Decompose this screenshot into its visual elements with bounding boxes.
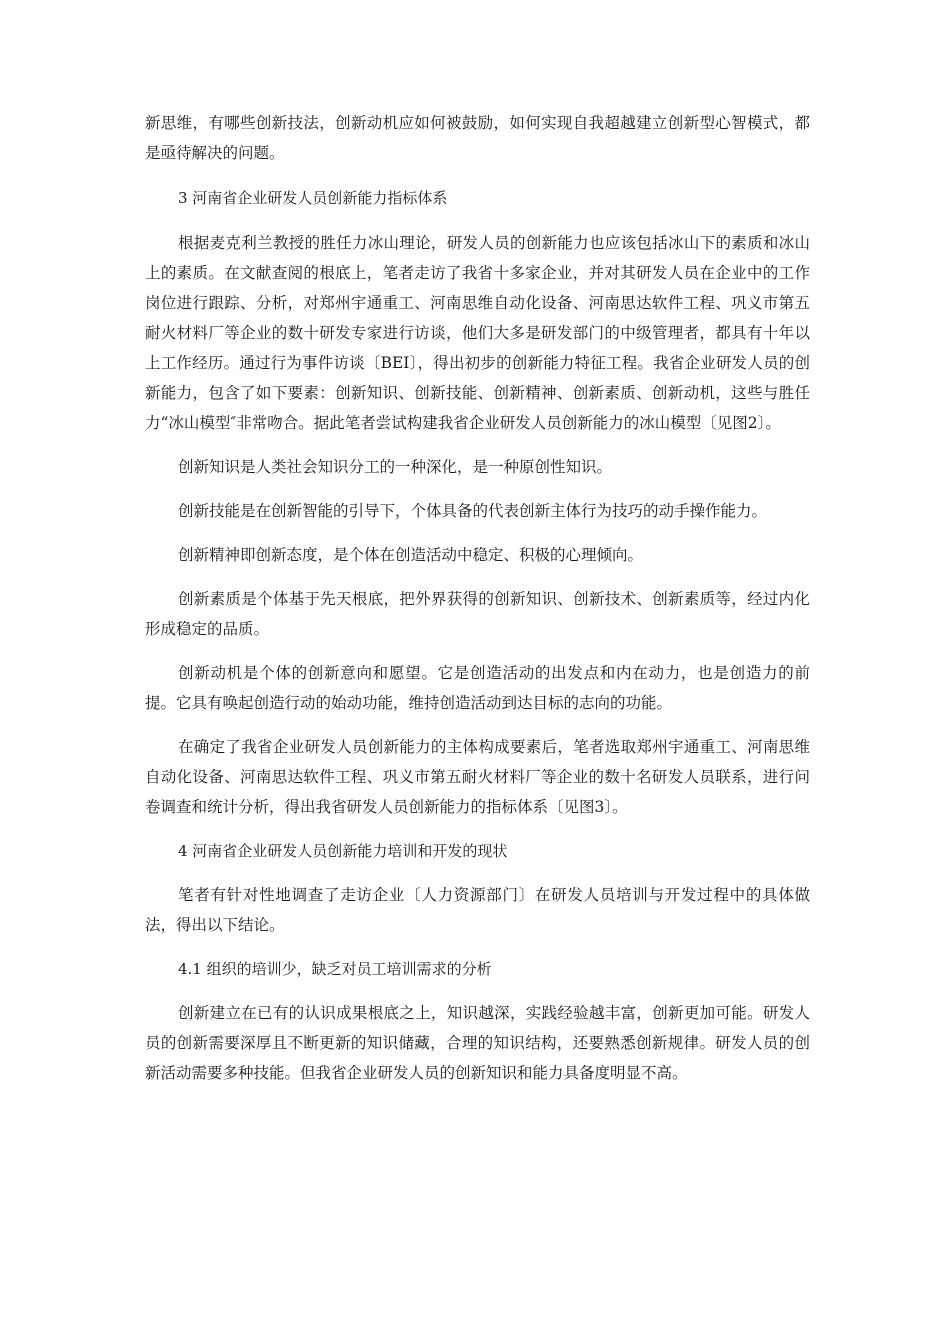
spacer bbox=[145, 984, 810, 998]
paragraph-iceberg-model: 根据麦克利兰教授的胜任力冰山理论，研发人员的创新能力也应该包括冰山下的素质和冰山上的素质。在文献查阅的根底上，笔者走访了我省十多家企业，并对其研发人员在企业中的工作岗位进行跟踪、分析，对郑州宇通重工、河南思维自动化设备、河南思达软件工程、巩义市第五耐火材料厂等企业的数十研发专家进行访谈，他们大多是研发部门的中级管理者，都具有十年以上工作经历。通过行为事件访谈〔BEI〕，得出初步的创新能力特征工程。我省企业研发人员的创新能力，包含了如下要素：创新知识、创新技能、创新精神、创新素质、创新动机，这些与胜任力“冰山模型″非常吻合。据此笔者尝试构建我省企业研发人员创新能力的冰山模型〔见图2〕。 bbox=[145, 234, 810, 432]
spacer bbox=[145, 482, 810, 496]
document-page bbox=[145, 108, 810, 1088]
paragraph-innovation-spirit: 创新精神即创新态度，是个体在创造活动中稳定、积极的心理倾向。 bbox=[178, 546, 644, 564]
paragraph-continued: 新思维，有哪些创新技法，创新动机应如何被鼓励，如何实现自我超越建立创新型心智模式，都是亟待解决的问题。 bbox=[145, 114, 810, 162]
spacer bbox=[145, 526, 810, 540]
section-heading-3: 3 河南省企业研发人员创新能力指标体系 bbox=[178, 189, 448, 207]
paragraph-survey: 笔者有针对性地调查了走访企业〔人力资源部门〕在研发人员培训与开发过程中的具体做法，得出以下结论。 bbox=[145, 886, 810, 934]
spacer bbox=[145, 718, 810, 732]
spacer bbox=[145, 438, 810, 452]
spacer bbox=[145, 168, 810, 183]
spacer bbox=[145, 570, 810, 584]
spacer bbox=[145, 644, 810, 658]
spacer bbox=[145, 940, 810, 954]
paragraph-innovation-motivation: 创新动机是个体的创新意向和愿望。它是创造活动的出发点和内在动力，也是创造力的前提。它具有唤起创造行动的始动功能，维持创造活动到达目标的志向的功能。 bbox=[145, 664, 810, 712]
paragraph-training-knowledge: 创新建立在已有的认识成果根底之上，知识越深，实践经验越丰富，创新更加可能。研发人员的创新需要深厚且不断更新的知识储藏，合理的知识结构，还要熟悉创新规律。研发人员的创新活动需要多种技能。但我省企业研发人员的创新知识和能力具备度明显不高。 bbox=[145, 1004, 810, 1082]
spacer bbox=[145, 866, 810, 880]
section-heading-4-1: 4.1 组织的培训少，缺乏对员工培训需求的分析 bbox=[178, 960, 492, 978]
spacer bbox=[145, 822, 810, 836]
spacer bbox=[145, 213, 810, 228]
paragraph-indicator-system: 在确定了我省企业研发人员创新能力的主体构成要素后，笔者选取郑州宇通重工、河南思维自动化设备、河南思达软件工程、巩义市第五耐火材料厂等企业的数十名研发人员联系，进行问卷调查和统计分析，得出我省研发人员创新能力的指标体系〔见图3〕。 bbox=[145, 738, 810, 816]
paragraph-innovation-knowledge: 创新知识是人类社会知识分工的一种深化，是一种原创性知识。 bbox=[178, 458, 613, 476]
paragraph-innovation-skills: 创新技能是在创新智能的引导下，个体具备的代表创新主体行为技巧的动手操作能力。 bbox=[178, 502, 768, 520]
section-heading-4: 4 河南省企业研发人员创新能力培训和开发的现状 bbox=[178, 842, 508, 860]
paragraph-innovation-quality: 创新素质是个体基于先天根底，把外界获得的创新知识、创新技术、创新素质等，经过内化形成稳定的品质。 bbox=[145, 590, 810, 638]
